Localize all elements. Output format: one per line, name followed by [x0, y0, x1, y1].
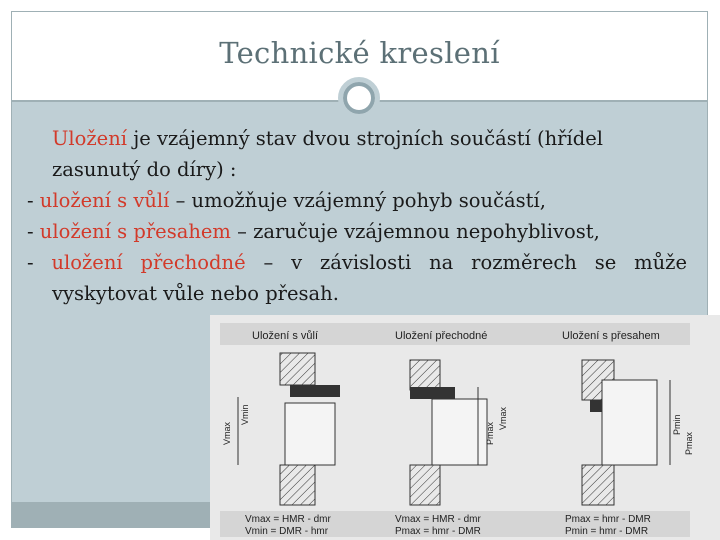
interference-text: – zaručuje vzájemnou nepohyblivost, [230, 220, 600, 243]
hole-part-top [280, 353, 315, 385]
formula-2: Pmin = hmr - DMR [565, 526, 649, 537]
hole-part-bottom [582, 465, 614, 505]
definition-text: je vzájemný stav dvou strojních součástí (hřídel [127, 127, 604, 150]
panel-title: Uložení s přesahem [562, 330, 660, 342]
body-text [27, 123, 687, 309]
slide-title: Technické kreslení [219, 36, 500, 70]
tolerance-zone [590, 400, 602, 412]
dim-label-a: Pmin [672, 414, 682, 435]
transition-text: – v závislosti na rozměrech se může [245, 251, 687, 274]
dim-label-b: Pmax [684, 431, 694, 455]
panel-title: Uložení přechodné [395, 330, 488, 342]
definition-line [27, 123, 687, 154]
list-item-clearance [27, 185, 687, 216]
fit-types-figure [210, 315, 720, 540]
hole-part-bottom [280, 465, 315, 505]
dim-label-a: Vmax [222, 421, 232, 445]
shaft-part [285, 403, 335, 465]
formula-1: Vmax = HMR - dmr [245, 514, 331, 525]
term-clearance: uložení s vůlí [39, 189, 170, 212]
dim-label-b: Vmax [498, 406, 508, 430]
list-dash: - [27, 251, 52, 274]
dim-label-a: Pmax [485, 421, 495, 445]
ring-ornament-inner-icon [343, 82, 375, 114]
hole-part-top [410, 360, 440, 390]
formula-1: Pmax = hmr - DMR [565, 514, 651, 525]
definition-line-2: zasunutý do díry) : [52, 158, 237, 181]
formula-2: Vmin = DMR - hmr [245, 526, 329, 537]
shaft-part [432, 399, 487, 465]
clearance-text: – umožňuje vzájemný pohyb součástí, [169, 189, 546, 212]
list-item-transition-cont: vyskytovat vůle nebo přesah. [52, 282, 339, 305]
footer-strip [12, 502, 212, 527]
hole-part-bottom [410, 465, 440, 505]
formula-2: Pmax = hmr - DMR [395, 526, 481, 537]
term-ulozeni: Uložení [52, 127, 128, 150]
tolerance-zone-hole [290, 385, 340, 397]
shaft-part [602, 380, 657, 465]
list-dash: - [27, 220, 40, 243]
term-transition: uložení přechodné [51, 251, 246, 274]
dim-label-b: Vmin [240, 404, 250, 425]
term-interference: uložení s přesahem [39, 220, 231, 243]
list-item-interference [27, 216, 687, 247]
list-item-transition [27, 247, 687, 278]
panel-title: Uložení s vůlí [252, 330, 319, 342]
list-dash: - [27, 189, 40, 212]
tolerance-zone [410, 387, 455, 399]
formula-1: Vmax = HMR - dmr [395, 514, 481, 525]
